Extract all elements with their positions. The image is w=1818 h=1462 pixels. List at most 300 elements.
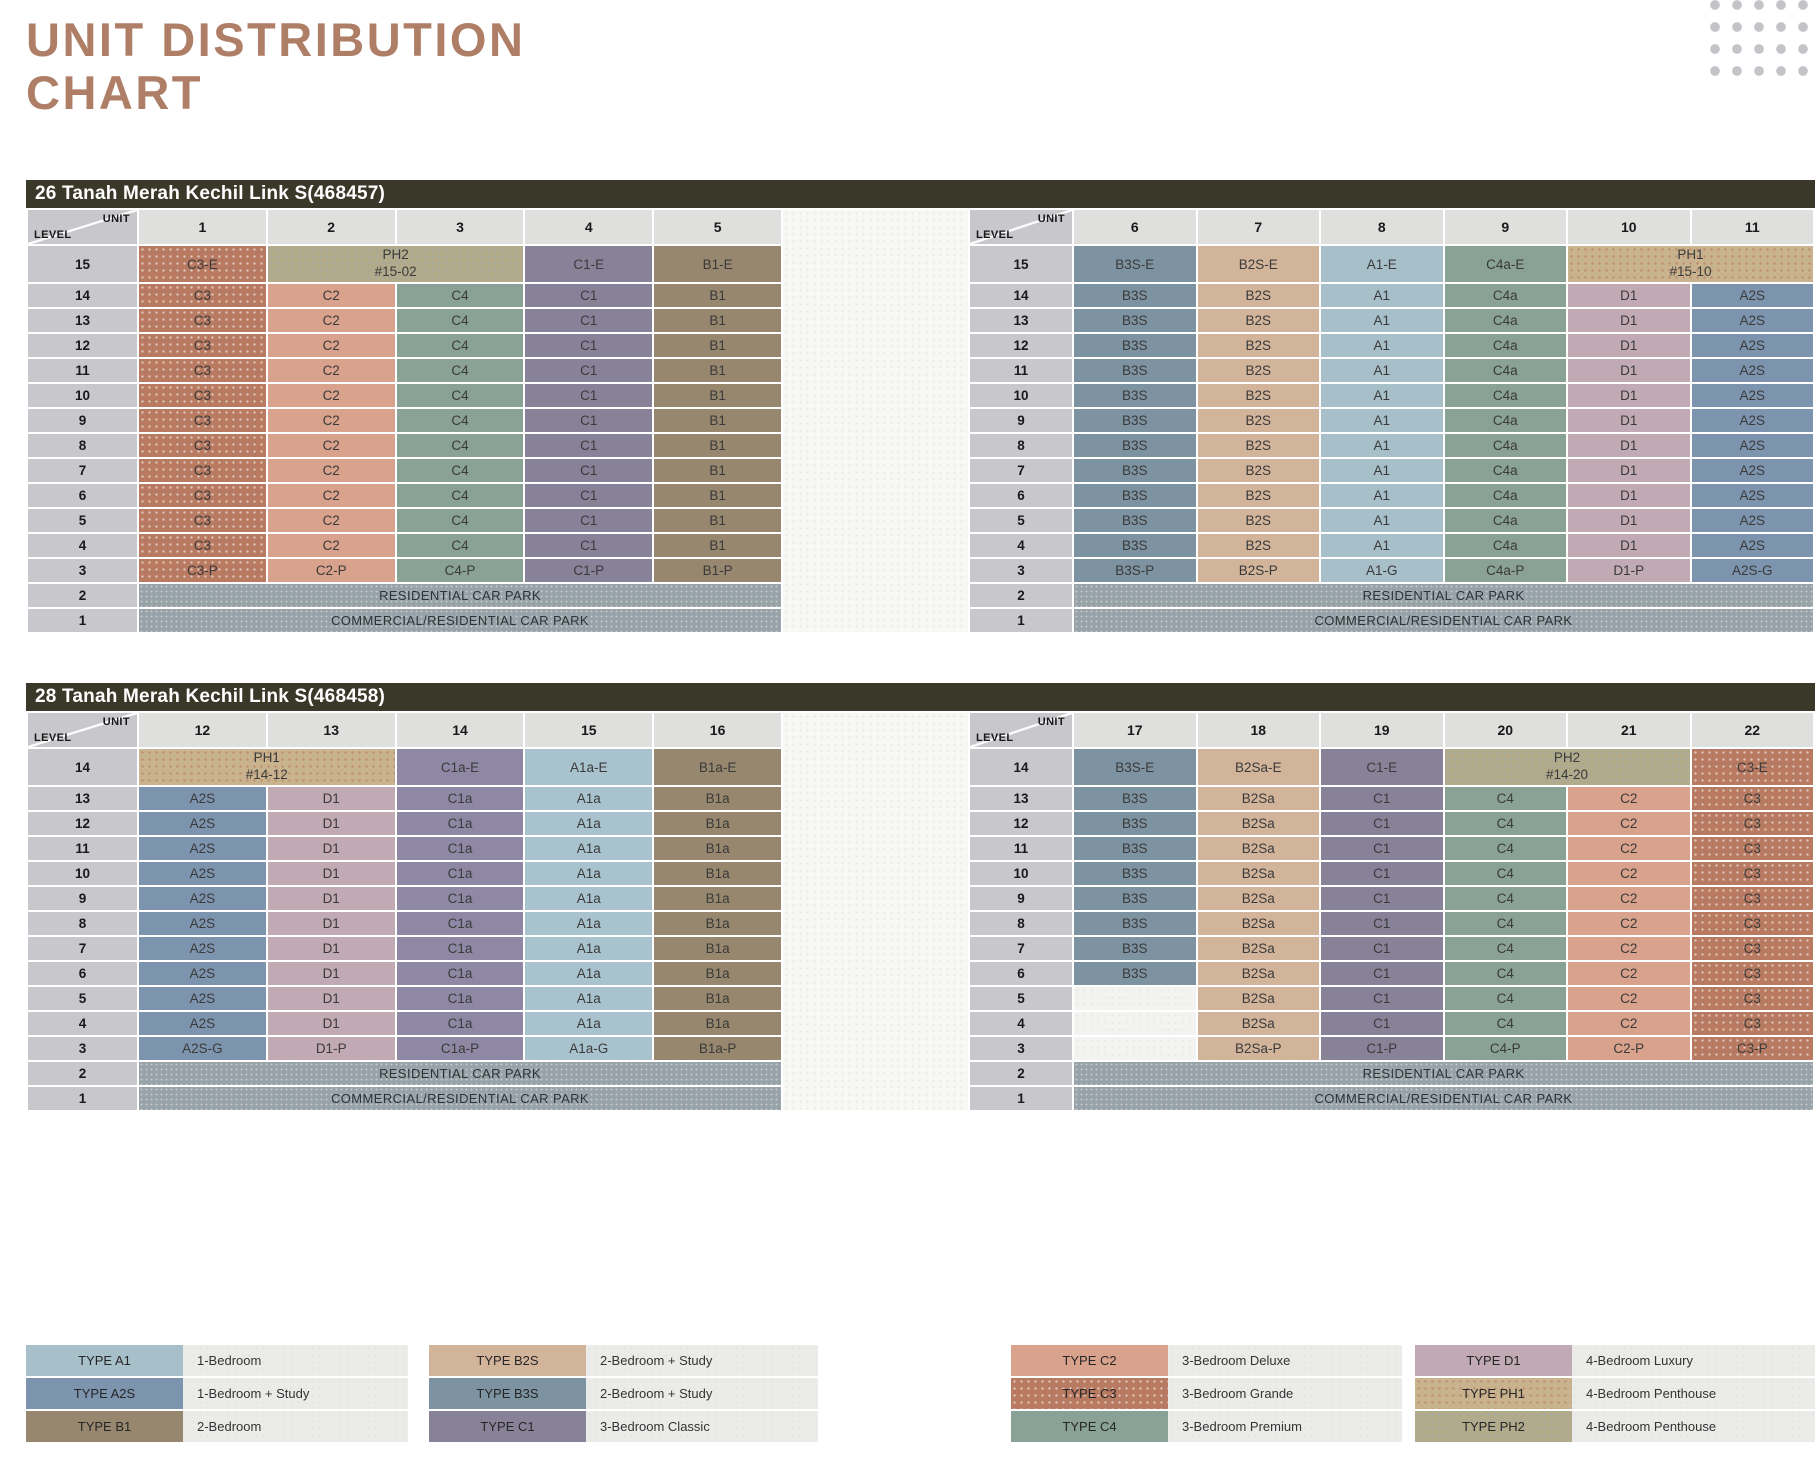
carpark-cell: RESIDENTIAL CAR PARK <box>139 584 781 607</box>
unit-column-header: 1 <box>139 210 266 244</box>
unit-cell: B1a <box>654 862 781 885</box>
unit-cell: D1 <box>1568 534 1690 557</box>
building-table-26 <box>26 180 1815 634</box>
unit-cell: C2 <box>1568 987 1690 1010</box>
unit-cell: A1 <box>1321 409 1443 432</box>
unit-cell: C4a <box>1445 509 1567 532</box>
unit-level-axis-cell <box>28 210 137 244</box>
table-row <box>970 1037 1813 1060</box>
level-cell: 10 <box>28 862 137 885</box>
level-cell: 8 <box>970 434 1072 457</box>
unit-cell: A2S <box>139 837 266 860</box>
table-row <box>28 749 781 785</box>
legend-description: 2-Bedroom + Study <box>586 1345 818 1376</box>
table-row <box>28 309 781 332</box>
penthouse-label: PH1 <box>253 750 280 766</box>
unit-column-header: 9 <box>1445 210 1567 244</box>
unit-cell: A1 <box>1321 434 1443 457</box>
table-row <box>28 862 781 885</box>
table-row <box>970 484 1813 507</box>
legend-swatch: TYPE A2S <box>26 1378 183 1409</box>
table-row <box>28 484 781 507</box>
level-cell: 4 <box>970 1012 1072 1035</box>
unit-cell: C1a <box>397 787 524 810</box>
unit-header-row <box>28 713 781 747</box>
legend-group-d <box>1415 1345 1815 1442</box>
unit-cell: B3S <box>1074 384 1196 407</box>
building-table-28 <box>26 683 1815 1112</box>
unit-cell: A2S <box>139 1012 266 1035</box>
table-row <box>28 534 781 557</box>
unit-cell: C2 <box>1568 862 1690 885</box>
unit-cell: A2S <box>139 937 266 960</box>
unit-cell: C1-P <box>525 559 652 582</box>
table-row <box>970 309 1813 332</box>
unit-cell: B1a <box>654 962 781 985</box>
table-row <box>970 334 1813 357</box>
unit-cell: C1a <box>397 987 524 1010</box>
legend-item <box>1415 1411 1815 1442</box>
level-cell: 15 <box>970 246 1072 282</box>
unit-cell: C2 <box>1568 962 1690 985</box>
unit-cell: C1a <box>397 937 524 960</box>
unit-cell: A1a <box>525 837 652 860</box>
legend-description: 2-Bedroom + Study <box>586 1378 818 1409</box>
unit-cell: A2S <box>1692 359 1814 382</box>
legend-group-c <box>1011 1345 1402 1442</box>
unit-cell: A1a <box>525 812 652 835</box>
unit-cell: B2Sa <box>1198 787 1320 810</box>
legend-swatch: TYPE A1 <box>26 1345 183 1376</box>
unit-cell: C2 <box>268 484 395 507</box>
unit-cell: A2S <box>139 862 266 885</box>
unit-cell: D1 <box>1568 434 1690 457</box>
unit-cell: A2S <box>1692 534 1814 557</box>
unit-cell: A2S <box>139 987 266 1010</box>
level-cell: 7 <box>28 459 137 482</box>
unit-cell: A2S <box>1692 434 1814 457</box>
unit-cell: B1 <box>654 384 781 407</box>
unit-cell: C4 <box>1445 812 1567 835</box>
unit-cell <box>1074 1012 1196 1035</box>
unit-cell: C4 <box>397 284 524 307</box>
unit-cell: C3-E <box>139 246 266 282</box>
unit-column-header: 2 <box>268 210 395 244</box>
unit-cell: C3 <box>1692 862 1814 885</box>
unit-cell: A1a <box>525 862 652 885</box>
unit-cell: B1 <box>654 459 781 482</box>
unit-cell: A1 <box>1321 484 1443 507</box>
unit-cell: C2 <box>268 384 395 407</box>
unit-cell: C4 <box>397 384 524 407</box>
level-cell: 10 <box>28 384 137 407</box>
unit-cell: C2-P <box>268 559 395 582</box>
unit-column-header: 19 <box>1321 713 1443 747</box>
unit-cell: B1 <box>654 534 781 557</box>
unit-column-header: 12 <box>139 713 266 747</box>
unit-cell: A1 <box>1321 384 1443 407</box>
legend-swatch: TYPE C2 <box>1011 1345 1168 1376</box>
unit-cell: D1 <box>1568 459 1690 482</box>
unit-cell: C4a <box>1445 334 1567 357</box>
unit-cell: C3 <box>139 459 266 482</box>
unit-cell <box>1568 246 1813 282</box>
unit-cell: C4 <box>397 459 524 482</box>
table-row <box>970 246 1813 282</box>
unit-cell: C1 <box>525 434 652 457</box>
table-row <box>28 409 781 432</box>
unit-cell: C3 <box>1692 812 1814 835</box>
unit-cell: C4a <box>1445 459 1567 482</box>
level-cell: 3 <box>28 559 137 582</box>
table-row <box>28 246 781 282</box>
unit-cell: B3S <box>1074 912 1196 935</box>
table-row <box>970 749 1813 785</box>
unit-cell: D1 <box>268 787 395 810</box>
table-row <box>970 559 1813 582</box>
level-cell: 12 <box>28 812 137 835</box>
table-row <box>28 609 781 632</box>
legend-description: 1-Bedroom <box>183 1345 408 1376</box>
penthouse-unit-number: #15-10 <box>1669 264 1712 279</box>
level-cell: 8 <box>970 912 1072 935</box>
unit-cell: C4 <box>1445 962 1567 985</box>
unit-cell: B1a <box>654 837 781 860</box>
dots-decoration <box>1704 0 1816 80</box>
unit-cell: D1 <box>268 937 395 960</box>
unit-cell: A2S <box>1692 284 1814 307</box>
unit-cell: B3S <box>1074 459 1196 482</box>
unit-cell: B2Sa <box>1198 887 1320 910</box>
level-cell: 11 <box>970 359 1072 382</box>
unit-cell: C2 <box>268 359 395 382</box>
unit-cell: C4 <box>397 484 524 507</box>
level-cell: 6 <box>970 484 1072 507</box>
level-cell: 13 <box>28 787 137 810</box>
table-row <box>970 1012 1813 1035</box>
unit-cell: C4 <box>397 509 524 532</box>
level-cell: 1 <box>28 1087 137 1110</box>
unit-cell: C2 <box>1568 837 1690 860</box>
table-row <box>970 584 1813 607</box>
level-cell: 15 <box>28 246 137 282</box>
legend-description: 3-Bedroom Premium <box>1168 1411 1402 1442</box>
unit-column-header: 8 <box>1321 210 1443 244</box>
unit-cell: C3 <box>1692 962 1814 985</box>
unit-cell: D1 <box>1568 509 1690 532</box>
unit-cell: C3-P <box>1692 1037 1814 1060</box>
unit-cell: D1 <box>1568 409 1690 432</box>
unit-column-header: 11 <box>1692 210 1814 244</box>
legend-swatch: TYPE C1 <box>429 1411 586 1442</box>
page-title-line1: UNIT DISTRIBUTION <box>26 13 526 66</box>
table-row <box>28 887 781 910</box>
level-cell: 2 <box>28 1062 137 1085</box>
building-28-grid <box>26 711 1815 1112</box>
unit-cell: C1 <box>525 409 652 432</box>
table-row <box>28 812 781 835</box>
legend-swatch: TYPE B3S <box>429 1378 586 1409</box>
level-cell: 13 <box>28 309 137 332</box>
table-row <box>28 837 781 860</box>
unit-column-header: 14 <box>397 713 524 747</box>
unit-cell: C1 <box>1321 987 1443 1010</box>
unit-table-28-left <box>26 711 783 1112</box>
unit-cell: B1 <box>654 434 781 457</box>
unit-cell: B2Sa <box>1198 1012 1320 1035</box>
level-axis-label: LEVEL <box>976 229 1014 241</box>
penthouse-unit-number: #15-02 <box>374 264 417 279</box>
unit-cell: B3S <box>1074 334 1196 357</box>
unit-cell: C2 <box>1568 787 1690 810</box>
level-cell: 11 <box>28 837 137 860</box>
unit-cell: C4a <box>1445 309 1567 332</box>
unit-cell: B3S <box>1074 812 1196 835</box>
level-cell: 3 <box>28 1037 137 1060</box>
level-cell: 8 <box>28 912 137 935</box>
unit-column-header: 22 <box>1692 713 1814 747</box>
legend-swatch: TYPE B2S <box>429 1345 586 1376</box>
unit-cell: A1a <box>525 787 652 810</box>
unit-cell: B2Sa <box>1198 912 1320 935</box>
legend-swatch: TYPE PH2 <box>1415 1411 1572 1442</box>
table-row <box>970 812 1813 835</box>
table-row <box>970 409 1813 432</box>
unit-cell: A1a <box>525 937 652 960</box>
unit-table-26-left <box>26 208 783 634</box>
unit-cell: C1a-P <box>397 1037 524 1060</box>
unit-cell: C3 <box>1692 887 1814 910</box>
unit-cell: B2S-P <box>1198 559 1320 582</box>
level-cell: 9 <box>970 887 1072 910</box>
unit-column-header: 20 <box>1445 713 1567 747</box>
unit-cell: A1 <box>1321 534 1443 557</box>
legend-description: 3-Bedroom Classic <box>586 1411 818 1442</box>
unit-header-row <box>970 210 1813 244</box>
unit-cell: D1 <box>268 987 395 1010</box>
legend-item <box>1011 1378 1402 1409</box>
unit-cell: C1a <box>397 962 524 985</box>
unit-cell: C1 <box>1321 887 1443 910</box>
unit-cell: B2S <box>1198 509 1320 532</box>
legend-description: 3-Bedroom Deluxe <box>1168 1345 1402 1376</box>
unit-level-axis-cell <box>28 713 137 747</box>
unit-cell: A1-G <box>1321 559 1443 582</box>
level-cell: 5 <box>970 509 1072 532</box>
penthouse-unit-number: #14-12 <box>245 767 288 782</box>
unit-cell: C1 <box>1321 937 1443 960</box>
unit-cell: B2S <box>1198 309 1320 332</box>
unit-cell: C3 <box>1692 912 1814 935</box>
unit-cell: A2S <box>1692 409 1814 432</box>
unit-cell: C3 <box>139 509 266 532</box>
unit-cell: A2S <box>139 912 266 935</box>
level-axis-label: LEVEL <box>34 732 72 744</box>
unit-cell: B2S <box>1198 284 1320 307</box>
unit-cell: B3S <box>1074 284 1196 307</box>
unit-cell: A1a-G <box>525 1037 652 1060</box>
table-row <box>970 787 1813 810</box>
carpark-cell: COMMERCIAL/RESIDENTIAL CAR PARK <box>139 1087 781 1110</box>
unit-cell: C4a-P <box>1445 559 1567 582</box>
unit-cell: C3-P <box>139 559 266 582</box>
unit-axis-label: UNIT <box>102 716 130 728</box>
legend-description: 1-Bedroom + Study <box>183 1378 408 1409</box>
unit-cell: C2-P <box>1568 1037 1690 1060</box>
unit-cell: C2 <box>268 434 395 457</box>
legend-item <box>429 1411 818 1442</box>
unit-cell: B1-P <box>654 559 781 582</box>
unit-cell: B2S-E <box>1198 246 1320 282</box>
legend-item <box>1415 1378 1815 1409</box>
table-row <box>970 887 1813 910</box>
table-row <box>28 912 781 935</box>
unit-cell: B2Sa <box>1198 962 1320 985</box>
unit-cell: A2S <box>139 787 266 810</box>
unit-cell: B2Sa <box>1198 987 1320 1010</box>
legend-description: 4-Bedroom Luxury <box>1572 1345 1815 1376</box>
table-row <box>970 912 1813 935</box>
carpark-cell: RESIDENTIAL CAR PARK <box>1074 584 1813 607</box>
level-cell: 5 <box>28 509 137 532</box>
legend-item <box>26 1378 408 1409</box>
unit-cell: C2 <box>268 409 395 432</box>
unit-cell: C3 <box>139 434 266 457</box>
unit-cell: A2S <box>1692 484 1814 507</box>
level-cell: 4 <box>28 534 137 557</box>
unit-cell: C4 <box>1445 787 1567 810</box>
unit-cell: B3S <box>1074 534 1196 557</box>
unit-cell: A2S <box>1692 384 1814 407</box>
unit-cell: B2Sa <box>1198 937 1320 960</box>
unit-column-header: 3 <box>397 210 524 244</box>
level-cell: 7 <box>28 937 137 960</box>
unit-cell: B2Sa <box>1198 862 1320 885</box>
unit-cell: C1 <box>525 534 652 557</box>
table-row <box>970 534 1813 557</box>
unit-cell: A2S <box>1692 334 1814 357</box>
unit-cell: C1a <box>397 912 524 935</box>
unit-cell: B2Sa-E <box>1198 749 1320 785</box>
unit-cell: C1-E <box>1321 749 1443 785</box>
level-cell: 2 <box>970 1062 1072 1085</box>
level-cell: 1 <box>28 609 137 632</box>
table-row <box>970 837 1813 860</box>
unit-cell: B1a <box>654 987 781 1010</box>
unit-cell: C3 <box>1692 937 1814 960</box>
unit-cell: D1 <box>268 912 395 935</box>
legend-item <box>26 1411 408 1442</box>
unit-cell: A1 <box>1321 309 1443 332</box>
unit-cell: B3S <box>1074 862 1196 885</box>
level-cell: 6 <box>28 484 137 507</box>
unit-cell: C4a <box>1445 359 1567 382</box>
unit-cell: C3 <box>139 534 266 557</box>
unit-cell: C1 <box>525 484 652 507</box>
unit-header-row <box>28 210 781 244</box>
unit-table-28-right <box>968 711 1815 1112</box>
table-row <box>28 434 781 457</box>
unit-cell: A1 <box>1321 509 1443 532</box>
level-cell: 11 <box>28 359 137 382</box>
legend-item <box>1011 1411 1402 1442</box>
unit-cell: B2Sa-P <box>1198 1037 1320 1060</box>
table-row <box>970 284 1813 307</box>
unit-column-header: 18 <box>1198 713 1320 747</box>
carpark-cell: RESIDENTIAL CAR PARK <box>1074 1062 1813 1085</box>
unit-cell: C3 <box>139 284 266 307</box>
table-row <box>28 1012 781 1035</box>
unit-cell: A2S <box>139 962 266 985</box>
table-row <box>28 284 781 307</box>
unit-column-header: 16 <box>654 713 781 747</box>
unit-cell: C3 <box>139 409 266 432</box>
unit-cell: B2S <box>1198 409 1320 432</box>
carpark-cell: COMMERCIAL/RESIDENTIAL CAR PARK <box>1074 609 1813 632</box>
unit-cell: A2S <box>1692 509 1814 532</box>
legend-group-b <box>429 1345 818 1442</box>
unit-column-header: 7 <box>1198 210 1320 244</box>
level-cell: 2 <box>28 584 137 607</box>
table-row <box>970 1087 1813 1110</box>
unit-cell: C4a <box>1445 384 1567 407</box>
level-cell: 7 <box>970 459 1072 482</box>
level-cell: 1 <box>970 609 1072 632</box>
unit-cell: B3S-E <box>1074 246 1196 282</box>
unit-cell: C1 <box>525 359 652 382</box>
page-title <box>26 14 525 119</box>
unit-cell: B1-E <box>654 246 781 282</box>
unit-cell: A1a <box>525 1012 652 1035</box>
level-cell: 1 <box>970 1087 1072 1110</box>
unit-cell <box>268 246 524 282</box>
unit-cell <box>1074 987 1196 1010</box>
unit-cell: C2 <box>1568 812 1690 835</box>
level-axis-label: LEVEL <box>34 229 72 241</box>
unit-cell: B3S <box>1074 887 1196 910</box>
unit-cell: C1 <box>1321 787 1443 810</box>
legend-item <box>1011 1345 1402 1376</box>
gap-column <box>783 210 968 632</box>
unit-cell: D1 <box>268 962 395 985</box>
unit-cell: C3 <box>139 384 266 407</box>
unit-cell: D1-P <box>1568 559 1690 582</box>
unit-cell: C3 <box>1692 787 1814 810</box>
unit-cell: C3 <box>139 309 266 332</box>
unit-cell: B1 <box>654 359 781 382</box>
unit-cell: C4-P <box>1445 1037 1567 1060</box>
unit-cell: A1a <box>525 912 652 935</box>
unit-cell: B3S <box>1074 484 1196 507</box>
legend-item <box>429 1378 818 1409</box>
unit-column-header: 21 <box>1568 713 1690 747</box>
unit-cell: B1a <box>654 912 781 935</box>
table-row <box>970 509 1813 532</box>
legend <box>26 1345 1815 1445</box>
unit-cell: B3S-E <box>1074 749 1196 785</box>
unit-cell: C4a <box>1445 534 1567 557</box>
table-row <box>28 1062 781 1085</box>
unit-cell: A1a-E <box>525 749 652 785</box>
unit-cell: C1a <box>397 862 524 885</box>
level-cell: 14 <box>28 284 137 307</box>
level-cell: 10 <box>970 384 1072 407</box>
unit-cell: C4 <box>397 359 524 382</box>
unit-cell: A2S <box>1692 459 1814 482</box>
table-row <box>970 384 1813 407</box>
unit-axis-label: UNIT <box>1037 213 1065 225</box>
unit-cell: C1-E <box>525 246 652 282</box>
